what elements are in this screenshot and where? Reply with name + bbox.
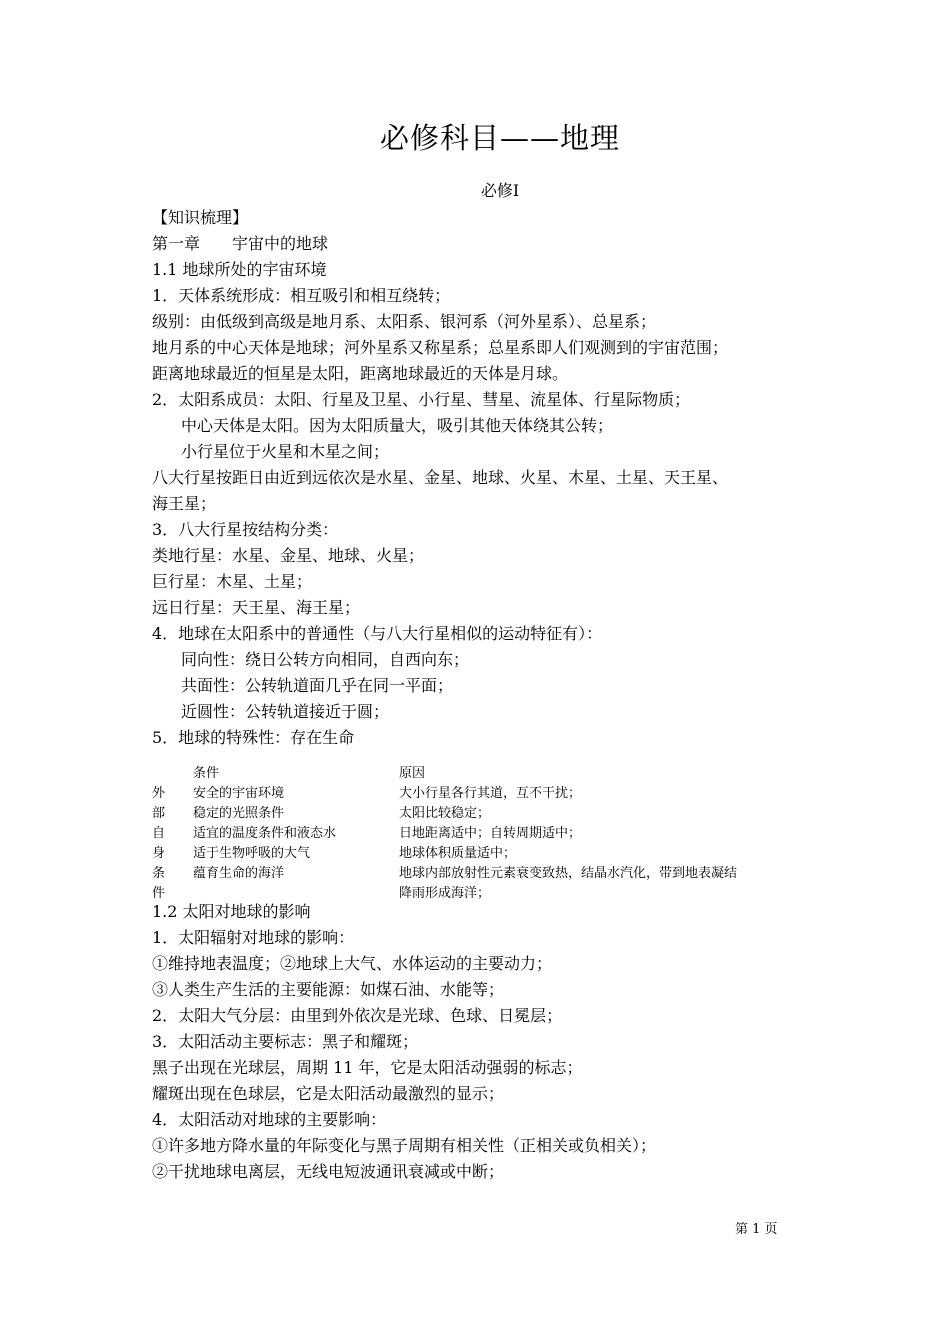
text-line: 远日行星：天王星、海王星； [152,598,361,617]
row-side-label: 身 [152,846,166,861]
table-row [152,804,812,824]
reason-cell: 太阳比较稳定； [399,806,491,821]
text-line: 1.1 地球所处的宇宙环境 [152,260,327,279]
table-row [152,784,812,804]
text-line: 距离地球最近的恒星是太阳，距离地球最近的天体是月球。 [152,364,569,383]
condition-cell: 安全的宇宙环境 [193,786,285,801]
text-line: ②干扰地球电离层，无线电短波通讯衰减或中断； [152,1162,505,1181]
reason-cell: 地球体积质量适中； [399,846,517,861]
condition-cell: 蕴育生命的海洋 [193,866,285,881]
table-row [152,764,812,784]
condition-cell: 稳定的光照条件 [193,806,285,821]
text-line: 近圆性：公转轨道接近于圆； [181,702,390,721]
text-line: 3．八大行星按结构分类： [152,520,339,539]
text-line: 耀斑出现在色球层，它是太阳活动最激烈的显示； [152,1084,505,1103]
reason-cell: 原因 [399,766,426,781]
row-side-label: 外 [152,786,166,801]
document-title: 必修科目——地理 [379,121,620,155]
reason-cell: 大小行星各行其道，互不干扰； [399,786,582,801]
row-side-label: 自 [152,826,166,841]
text-line: 第一章 宇宙中的地球 [152,234,329,253]
text-line: 黑子出现在光球层，周期 11 年，它是太阳活动强弱的标志； [152,1058,583,1077]
table-row [152,824,812,844]
text-line: 中心天体是太阳。因为太阳质量大，吸引其他天体绕其公转； [181,416,614,435]
text-line: 海王星； [152,494,217,513]
text-line: ③人类生产生活的主要能源：如煤石油、水能等； [152,980,505,999]
text-line: 4．太阳活动对地球的主要影响： [152,1110,387,1129]
condition-cell: 条件 [193,766,220,781]
text-line: 3．太阳活动主要标志：黑子和耀斑； [152,1032,419,1051]
body-text-section-1 [152,205,812,751]
text-line: 【知识梳理】 [152,208,249,227]
row-side-label: 条 [152,866,166,881]
text-line: 1．天体系统形成：相互吸引和相互绕转； [152,286,451,305]
text-line: 同向性：绕日公转方向相同，自西向东； [181,650,470,669]
condition-cell: 适于生物呼吸的大气 [193,846,311,861]
text-line: 1．太阳辐射对地球的影响： [152,928,355,947]
text-line: ①维持地表温度；②地球上大气、水体运动的主要动力； [152,954,553,973]
reason-cell: 降雨形成海洋； [399,886,491,901]
reason-cell: 地球内部放射性元素衰变致热，结晶水汽化，带到地表凝结 [399,866,738,881]
page-number: 第 1 页 [735,1222,778,1237]
text-line: 2．太阳系成员：太阳、行星及卫星、小行星、彗星、流星体、行星际物质； [152,390,691,409]
text-line: 类地行星：水星、金星、地球、火星； [152,546,425,565]
text-line: 小行星位于火星和木星之间； [181,442,390,461]
text-line: 八大行星按距日由近到远依次是水星、金星、地球、火星、木星、土星、天王星、 [152,468,729,487]
document-subtitle: 必修Ⅰ [480,181,520,200]
text-line: 4．地球在太阳系中的普通性（与八大行星相似的运动特征有）： [152,624,603,643]
table-row [152,864,812,884]
text-line: 共面性：公转轨道面几乎在同一平面； [181,676,454,695]
body-text-section-2 [152,899,812,1185]
table-row [152,844,812,864]
text-line: 5．地球的特殊性：存在生命 [152,728,355,747]
text-line: 地月系的中心天体是地球；河外星系又称星系；总星系即人们观测到的宇宙范围； [152,338,729,357]
condition-cell: 适宜的温度条件和液态水 [193,826,337,841]
row-side-label: 部 [152,806,166,821]
text-line: ①许多地方降水量的年际变化与黑子周期有相关性（正相关或负相关）； [152,1136,657,1155]
reason-cell: 日地距离适中；自转周期适中； [399,826,582,841]
conditions-table [152,764,812,904]
text-line: 2．太阳大气分层：由里到外依次是光球、色球、日冕层； [152,1006,563,1025]
text-line: 级别：由低级到高级是地月系、太阳系、银河系（河外星系）、总星系； [152,312,657,331]
text-line: 巨行星：木星、土星； [152,572,313,591]
text-line: 1.2 太阳对地球的影响 [152,902,311,921]
row-side-label: 件 [152,886,166,901]
